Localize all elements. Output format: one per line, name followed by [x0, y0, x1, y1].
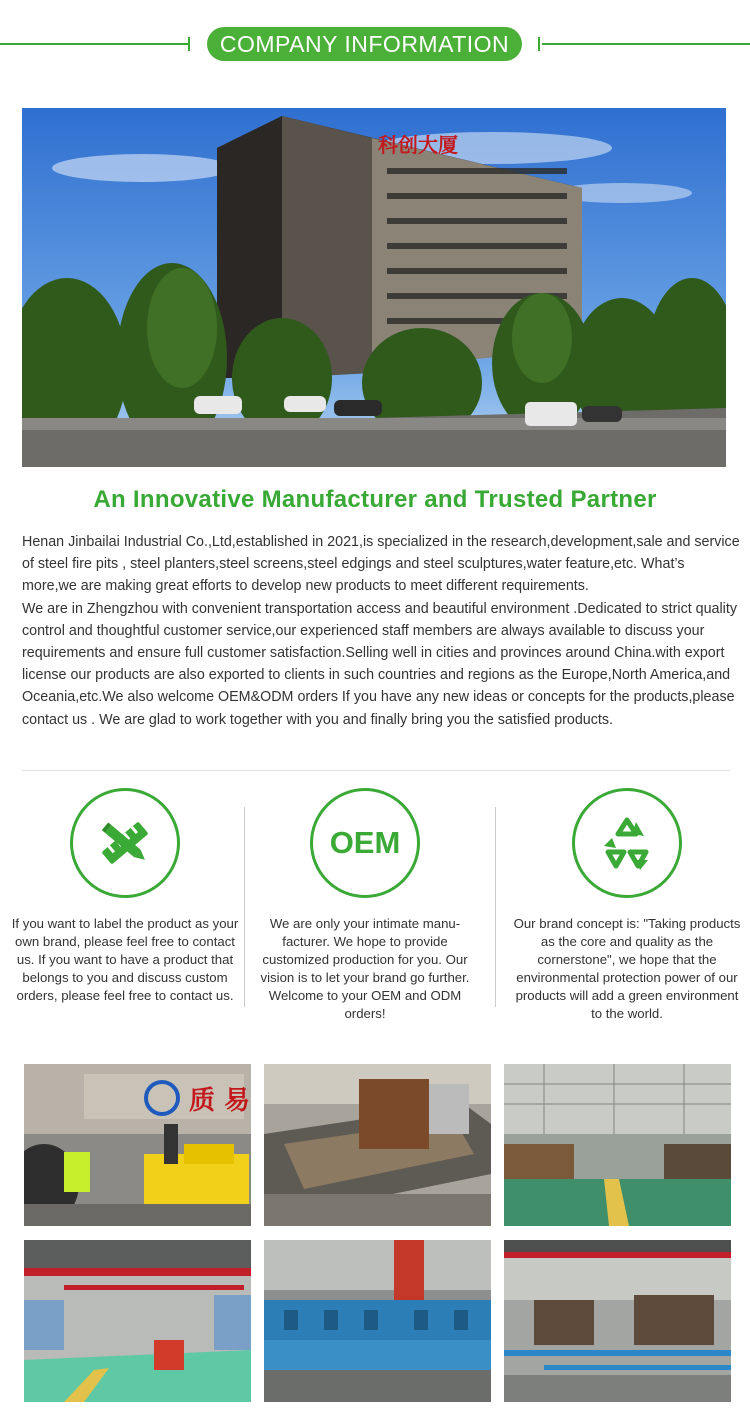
oem-badge-label: OEM — [329, 825, 401, 860]
header-rule-left — [0, 43, 190, 45]
feature-separator — [495, 807, 496, 1007]
header-tick-left — [188, 37, 190, 51]
feature-text: Our brand concept is: "Taking products as the core and quality as the cornerstone", we hope that the environmental protection power of our products will add a green environment to the world. — [513, 916, 741, 1021]
header-tick-right — [538, 37, 540, 51]
intro-paragraph: Henan Jinbailai Industrial Co.,Ltd,established in 2021,is specialized in the research,development,sale and service of steel fire pits , steel planters,steel screens,steel edgings and steel sculptures,water feature,etc. What’s more,we are making great efforts to develop new products to meet different requirements. — [22, 534, 740, 595]
recycle-icon — [572, 788, 682, 898]
company-building-photo — [22, 108, 726, 467]
feature-brand-concept — [512, 788, 742, 1023]
feature-text: If you want to label the product as your own brand, please feel free to contact us. If you want to have a product that belongs to you and discuss custom orders, please feel free to contact us. — [11, 916, 239, 1003]
pencil-ruler-icon — [70, 788, 180, 898]
feature-separator — [244, 807, 245, 1007]
feature-oem — [250, 788, 480, 1023]
building-sign-text: 科创大厦 — [378, 133, 458, 157]
factory-photo-laser-cutter — [264, 1064, 491, 1226]
section-title: COMPANY INFORMATION — [207, 27, 522, 61]
headline: An Innovative Manufacturer and Trusted Partner — [93, 486, 657, 513]
feature-custom-brand — [10, 788, 240, 1005]
factory-photo-warehouse — [504, 1064, 731, 1226]
factory-photo-workers — [24, 1064, 251, 1226]
oem-badge — [310, 788, 420, 898]
divider — [22, 770, 730, 771]
intro-paragraph: We are in Zhengzhou with convenient transportation access and beautiful environment .Dedicated to strict quality control and thoughtful customer service,our experienced staff members are always available to discuss your requirements and ensure full customer satisfaction.Selling well in cities and provinces around China.with export license our products are also exported to clients in such countries and regions as the Europe,North America,and Oceania,etc.We also welcome OEM&ODM orders If you have any new ideas or concepts for the products,please contact us . We are glad to work together with you and finally bring you the satisfied products. — [22, 600, 737, 728]
factory-sign-text: 质 易 — [189, 1086, 251, 1116]
factory-photo-crane-hall — [24, 1240, 251, 1402]
company-intro — [22, 531, 742, 731]
factory-photo-assembly-line — [504, 1240, 731, 1402]
factory-photo-roll-forming — [264, 1240, 491, 1402]
header-rule-right — [542, 43, 750, 45]
feature-text: We are only your intimate manu-facturer. We hope to provide customized production for you. Our vision is to let your brand go further. Welcome to your OEM and ODM orders! — [260, 916, 470, 1021]
